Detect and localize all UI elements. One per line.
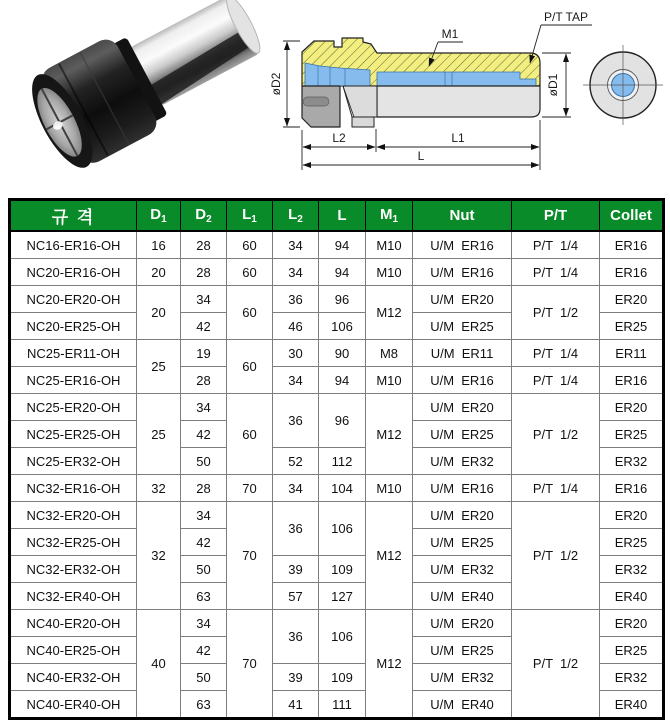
value-cell: ER16 [600,367,664,394]
value-cell: 109 [319,556,366,583]
value-cell: U/M ER20 [413,286,512,313]
value-cell: 41 [273,691,319,719]
value-cell: 32 [137,502,181,610]
value-cell: 20 [137,259,181,286]
value-cell: 28 [181,231,227,259]
value-cell: P/T 1/2 [512,394,600,475]
value-cell: ER40 [600,583,664,610]
value-cell: U/M ER20 [413,394,512,421]
value-cell: 34 [181,610,227,637]
value-cell: 94 [319,367,366,394]
d1-label: øD1 [546,73,560,97]
value-cell: U/M ER20 [413,502,512,529]
value-cell: P/T 1/4 [512,367,600,394]
spec-cell: NC25-ER11-OH [10,340,137,367]
value-cell: 34 [273,259,319,286]
m1-label: M1 [441,27,459,41]
value-cell: 70 [227,610,273,719]
col-header-l1: $L_1$ [227,200,273,232]
value-cell: M12 [366,286,413,340]
spec-table-head [10,200,664,232]
header-row [10,200,664,232]
value-cell: 36 [273,502,319,556]
value-cell: U/M ER25 [413,529,512,556]
spec-cell: NC20-ER25-OH [10,313,137,340]
value-cell: U/M ER32 [413,448,512,475]
pt-tap-label: P/T TAP [543,10,589,24]
value-cell: 106 [319,610,366,664]
table-row [10,610,664,637]
value-cell: P/T 1/4 [512,231,600,259]
value-cell: 34 [181,394,227,421]
value-cell: P/T 1/4 [512,475,600,502]
collet-foot [352,117,374,127]
col-header-: 규 격 [10,200,137,232]
value-cell: ER25 [600,637,664,664]
value-cell: U/M ER16 [413,259,512,286]
value-cell: 16 [137,231,181,259]
value-cell: 36 [273,394,319,448]
value-cell: 50 [181,556,227,583]
collet-nut-lower [302,86,340,127]
col-header-d2: $D_2$ [181,200,227,232]
spec-cell: NC25-ER25-OH [10,421,137,448]
product-figure [0,0,670,197]
section-view [302,38,540,127]
value-cell: ER16 [600,475,664,502]
value-cell: U/M ER11 [413,340,512,367]
value-cell: U/M ER32 [413,664,512,691]
value-cell: P/T 1/2 [512,286,600,340]
value-cell: 25 [137,340,181,394]
value-cell: 60 [227,259,273,286]
value-cell: ER16 [600,259,664,286]
value-cell: 63 [181,583,227,610]
spec-cell: NC20-ER20-OH [10,286,137,313]
value-cell: 46 [273,313,319,340]
value-cell: 96 [319,286,366,313]
value-cell: 127 [319,583,366,610]
spec-cell: NC20-ER16-OH [10,259,137,286]
value-cell: 25 [137,394,181,475]
col-header-m1: $M_1$ [366,200,413,232]
value-cell: 50 [181,448,227,475]
value-cell: 42 [181,637,227,664]
table-row [10,259,664,286]
value-cell: 19 [181,340,227,367]
value-cell: 60 [227,231,273,259]
value-cell: 94 [319,259,366,286]
value-cell: 34 [273,475,319,502]
collet-chuck-photo [20,0,275,177]
table-row [10,502,664,529]
spec-cell: NC16-ER16-OH [10,231,137,259]
value-cell: ER32 [600,448,664,475]
value-cell: 42 [181,421,227,448]
table-row [10,394,664,421]
value-cell: M12 [366,610,413,719]
spec-table-wrap [8,198,665,720]
l1-label: L1 [451,131,465,145]
value-cell: ER25 [600,313,664,340]
value-cell: 28 [181,367,227,394]
value-cell: 34 [273,231,319,259]
value-cell: 109 [319,664,366,691]
value-cell: 63 [181,691,227,719]
spec-cell: NC25-ER32-OH [10,448,137,475]
value-cell: 111 [319,691,366,719]
table-row [10,286,664,313]
d2-label: øD2 [269,72,283,96]
col-header-l: L [319,200,366,232]
value-cell: ER16 [600,231,664,259]
bore-right-band [377,72,536,86]
value-cell: 36 [273,286,319,313]
value-cell: 30 [273,340,319,367]
spec-table [8,198,665,720]
spec-cell: NC40-ER25-OH [10,637,137,664]
value-cell: 90 [319,340,366,367]
value-cell: ER32 [600,664,664,691]
value-cell: ER20 [600,394,664,421]
value-cell: U/M ER16 [413,367,512,394]
col-header-pt: P/T [512,200,600,232]
value-cell: 42 [181,529,227,556]
spec-cell: NC25-ER20-OH [10,394,137,421]
value-cell: 60 [227,394,273,475]
value-cell: U/M ER32 [413,556,512,583]
value-cell: 96 [319,394,366,448]
col-header-collet: Collet [600,200,664,232]
value-cell: M8 [366,340,413,367]
spec-cell: NC32-ER16-OH [10,475,137,502]
value-cell: M10 [366,259,413,286]
collet-slot [303,97,329,106]
spec-cell: NC40-ER40-OH [10,691,137,719]
value-cell: U/M ER25 [413,421,512,448]
body-lower-half [377,86,540,117]
technical-drawing-svg [0,0,670,197]
value-cell: ER20 [600,502,664,529]
value-cell: U/M ER25 [413,313,512,340]
value-cell: ER20 [600,286,664,313]
value-cell: 106 [319,313,366,340]
value-cell: U/M ER25 [413,637,512,664]
value-cell: 28 [181,259,227,286]
value-cell: P/T 1/4 [512,340,600,367]
table-row [10,367,664,394]
col-header-d1: $D_1$ [137,200,181,232]
value-cell: U/M ER40 [413,583,512,610]
value-cell: 52 [273,448,319,475]
end-view [583,45,663,125]
value-cell: M10 [366,367,413,394]
value-cell: 60 [227,340,273,394]
value-cell: ER11 [600,340,664,367]
value-cell: 36 [273,610,319,664]
spec-cell: NC32-ER32-OH [10,556,137,583]
value-cell: ER25 [600,529,664,556]
value-cell: 32 [137,475,181,502]
value-cell: 42 [181,313,227,340]
value-cell: U/M ER20 [413,610,512,637]
value-cell: ER20 [600,610,664,637]
value-cell: 34 [273,367,319,394]
value-cell: M10 [366,475,413,502]
value-cell: 34 [181,502,227,529]
value-cell: 40 [137,610,181,719]
value-cell: ER32 [600,556,664,583]
col-header-l2: $L_2$ [273,200,319,232]
value-cell: U/M ER40 [413,691,512,719]
table-row [10,340,664,367]
spec-cell: NC32-ER20-OH [10,502,137,529]
value-cell: ER40 [600,691,664,719]
value-cell: P/T 1/4 [512,259,600,286]
value-cell: P/T 1/2 [512,502,600,610]
value-cell: P/T 1/2 [512,610,600,719]
value-cell: 60 [227,286,273,340]
spec-cell: NC40-ER32-OH [10,664,137,691]
value-cell: 50 [181,664,227,691]
spec-cell: NC40-ER20-OH [10,610,137,637]
value-cell: 70 [227,475,273,502]
spec-cell: NC32-ER40-OH [10,583,137,610]
l2-label: L2 [332,131,346,145]
value-cell: 104 [319,475,366,502]
value-cell: ER25 [600,421,664,448]
value-cell: 70 [227,502,273,610]
table-row [10,475,664,502]
value-cell: 112 [319,448,366,475]
value-cell: M12 [366,394,413,475]
spec-cell: NC32-ER25-OH [10,529,137,556]
value-cell: 94 [319,231,366,259]
value-cell: 34 [181,286,227,313]
l-label: L [417,149,425,163]
col-header-nut: Nut [413,200,512,232]
spec-table-body [10,231,664,719]
value-cell: M12 [366,502,413,610]
value-cell: U/M ER16 [413,475,512,502]
value-cell: 39 [273,664,319,691]
value-cell: 57 [273,583,319,610]
value-cell: 106 [319,502,366,556]
table-row [10,231,664,259]
value-cell: 28 [181,475,227,502]
spec-cell: NC25-ER16-OH [10,367,137,394]
value-cell: 20 [137,286,181,340]
value-cell: M10 [366,231,413,259]
value-cell: 39 [273,556,319,583]
value-cell: U/M ER16 [413,231,512,259]
